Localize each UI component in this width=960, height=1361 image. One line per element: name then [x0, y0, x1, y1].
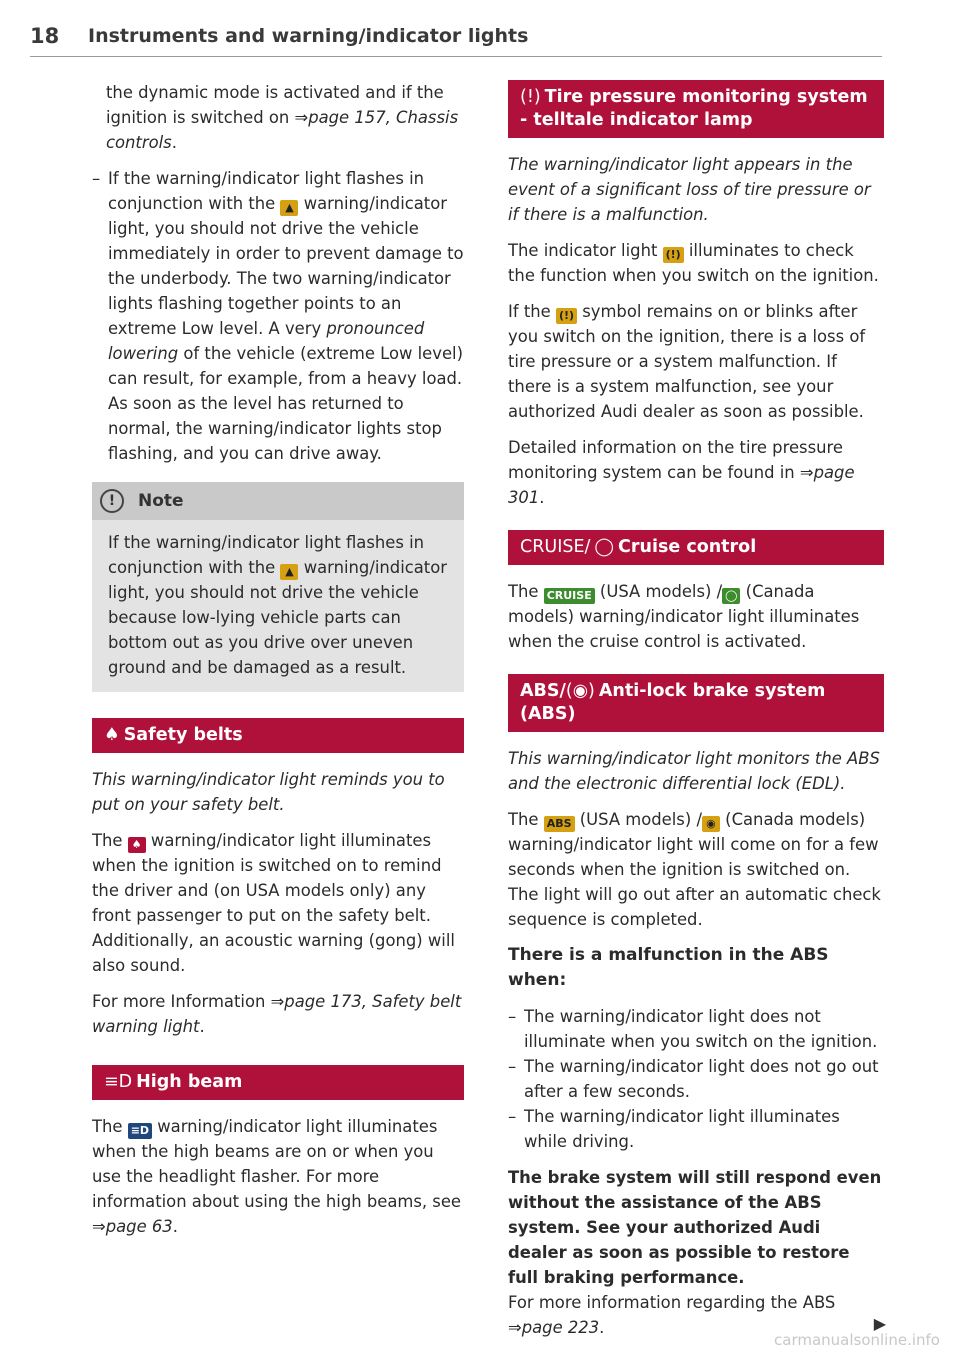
section-intro: This warning/indicator light monitors the ABS and the electronic differential lock (EDL). — [508, 749, 880, 793]
abs-icon: (◉) — [565, 681, 595, 701]
suspension-warning-icon: ▲ — [280, 564, 298, 580]
suspension-warning-icon: ▲ — [280, 200, 298, 216]
section-intro: The warning/indicator light appears in the event of a significant loss of tire pressure or if there is a malfunction. — [508, 155, 871, 224]
page-header — [30, 24, 882, 57]
watermark: carmanualsonline.info — [774, 1331, 940, 1349]
high-beam-icon: ≡D — [104, 1072, 133, 1092]
page-number: 18 — [30, 24, 60, 48]
exclamation-icon: ! — [100, 489, 124, 513]
list-item: – The warning/indicator light does not go out after a few seconds. — [508, 1054, 884, 1104]
page-title: Instruments and warning/indicator lights — [88, 25, 529, 47]
abs-canada-indicator-icon: ◉ — [702, 816, 720, 832]
left-column — [92, 80, 464, 1250]
seatbelt-indicator-icon: ♠ — [128, 837, 146, 853]
section-header-abs: ABS/(◉) Anti-lock brake system (ABS) — [508, 674, 884, 732]
note-text: If the warning/indicator light flashes in conjunction with the ▲ warning/indicator light, you should not drive the vehicle because low-lying vehicle parts can bottom out as you drive over uneven ground and be damaged as a result. — [108, 533, 448, 677]
continue-arrow-icon: ▶ — [873, 1314, 886, 1333]
list-item: – The warning/indicator light illuminates while driving. — [508, 1104, 884, 1154]
paragraph: For more Information ⇒page 173, Safety belt warning light. — [92, 992, 462, 1036]
page-link[interactable]: ⇒page 63 — [92, 1217, 173, 1236]
paragraph: The ABS (USA models) / ◉ (Canada models) warning/indicator light will come on for a few seconds when the ignition is switched on. The light will go out after an automatic check sequence is completed. — [508, 810, 881, 929]
cruise-icon: ◯ — [594, 537, 615, 557]
tire-pressure-icon: (!) — [520, 87, 541, 107]
right-column — [508, 80, 884, 1351]
page-link[interactable]: ⇒page 301 — [508, 463, 855, 507]
cruise-indicator-icon: CRUISE — [544, 588, 595, 604]
cruise-canada-indicator-icon: ◯ — [722, 588, 740, 604]
section-header-safety-belts: ♠ Safety belts — [92, 718, 464, 753]
paragraph: The CRUISE (USA models) / ◯ (Canada models) warning/indicator light illuminates when the cruise control is activated. — [508, 582, 860, 651]
page-link[interactable]: ⇒page 157, Chassis controls — [106, 108, 459, 152]
tire-pressure-indicator-icon: (!) — [556, 308, 577, 324]
bold-paragraph: The brake system will still respond even without the assistance of the ABS system. See your authorized Audi dealer as soon as possible to restore full braking performance. — [508, 1168, 882, 1287]
paragraph: The indicator light (!) illuminates to check the function when you switch on the ignition. — [508, 241, 879, 285]
paragraph: If the (!) symbol remains on or blinks after you switch on the ignition, there is a loss of tire pressure or a system malfunction. If there is a system malfunction, see your authorized Audi dealer as soon as possible. — [508, 302, 866, 421]
paragraph: For more information regarding the ABS ⇒page 223. ▶ — [508, 1293, 886, 1337]
paragraph: The ≡D warning/indicator light illuminates when the high beams are on or when you use the headlight flasher. For more information about using the high beams, see ⇒page 63. — [92, 1117, 462, 1236]
section-header-high-beam: ≡D High beam — [92, 1065, 464, 1100]
seatbelt-icon: ♠ — [104, 725, 120, 745]
abs-indicator-icon: ABS — [544, 816, 575, 832]
continued-paragraph: the dynamic mode is activated and if the ignition is switched on ⇒page 157, Chassis controls. — [106, 83, 459, 152]
section-header-tire-pressure: (!) Tire pressure monitoring system - telltale indicator lamp — [508, 80, 884, 138]
list-item: – If the warning/indicator light flashes in conjunction with the ▲ warning/indicator light, you should not drive the vehicle immediately in order to prevent damage to the underbody. The two warning/indicator lights flashing together points to an extreme Low level. A very pronounced lowering of the vehicle (extreme Low level) can result, for example, from a heavy load. As soon as the level has returned to normal, the warning/indicator lights stop flashing, and you can drive away. — [92, 166, 464, 466]
section-intro: This warning/indicator light reminds you to put on your safety belt. — [92, 770, 445, 814]
subheading: There is a malfunction in the ABS when: — [508, 945, 829, 990]
list-item: – The warning/indicator light does not illuminate when you switch on the ignition. — [508, 1004, 884, 1054]
tire-pressure-indicator-icon: (!) — [663, 247, 684, 263]
section-header-cruise-control: CRUISE/ ◯ Cruise control — [508, 530, 884, 565]
page-link[interactable]: ⇒page 173, Safety belt warning light — [92, 992, 462, 1036]
paragraph: Detailed information on the tire pressure monitoring system can be found in ⇒page 301. — [508, 438, 855, 507]
high-beam-indicator-icon: ≡D — [128, 1123, 152, 1139]
note-title: Note — [138, 490, 184, 511]
note-header — [92, 482, 464, 520]
page-link[interactable]: ⇒page 223 — [508, 1318, 600, 1337]
note-box — [92, 482, 464, 692]
paragraph: The ♠ warning/indicator light illuminates when the ignition is switched on to remind the driver and (on USA models only) any front passenger to put on the safety belt. Additionally, an acoustic warning (gong) will also sound. — [92, 831, 455, 975]
